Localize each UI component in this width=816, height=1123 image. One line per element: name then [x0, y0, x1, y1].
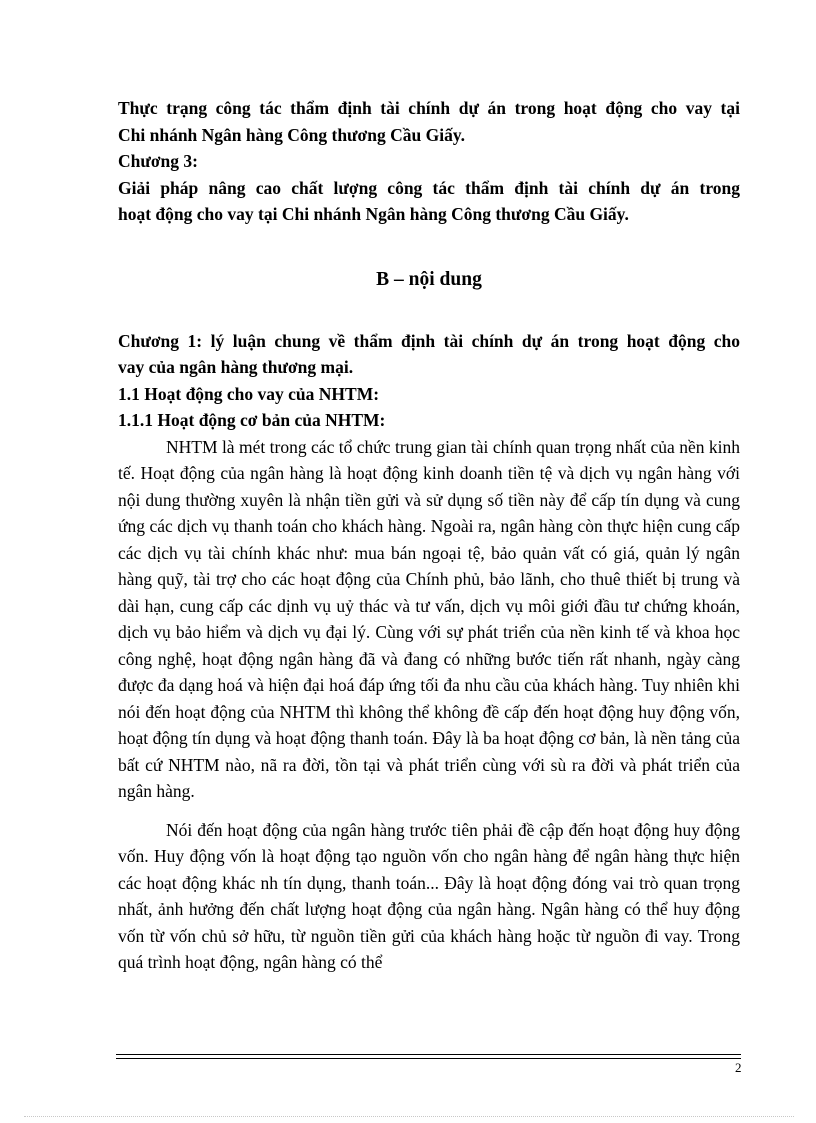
footer-rule-top [116, 1054, 741, 1055]
intro-line-2: Chi nhánh Ngân hàng Công thương Cầu Giấy. [118, 124, 465, 145]
page-content [118, 95, 740, 976]
body-paragraph-2: Nói đến hoạt động của ngân hàng trước tiên phải đề cập đến hoạt động huy động vốn. Huy động vốn là hoạt động tạo nguồn vốn cho ngân hàng để ngân hàng thực hiện các hoạt động khác nh tín dụng, thanh toán... Đây là hoạt động đóng vai trò quan trọng nhất, ảnh hưởng đến chất lượng hoạt động của ngân hàng. Ngân hàng có thể huy động vốn từ vốn chủ sở hữu, từ nguồn tiền gửi của khách hàng hoặc từ nguồn đi vay. Trong quá trình hoạt động, ngân hàng có thể [118, 819, 740, 972]
footer-rule-bottom [116, 1058, 741, 1059]
chapter-1-line-2: vay của ngân hàng thương mại. [118, 357, 354, 377]
section-heading: B – nội dung [376, 268, 482, 290]
intro-line-4: Giải pháp nâng cao chất lượng công tác thẩm định tài chính dự án trong [118, 177, 740, 198]
subheading-1-1-1: 1.1.1 Hoạt động cơ bản của NHTM: [118, 410, 386, 430]
chapter-1-line-1: Chương 1: lý luận chung về thẩm định tài chính dự án trong hoạt động cho [118, 330, 740, 351]
subheading-1-1: 1.1 Hoạt động cho vay của NHTM: [118, 383, 380, 404]
chapter-3-label: Chương 3: [118, 151, 198, 171]
intro-line-1: Thực trạng công tác thẩm định tài chính dự án trong hoạt động cho vay tại [118, 98, 740, 118]
body-paragraph-1: NHTM là mét trong các tổ chức trung gian tài chính quan trọng nhất của nền kinh tế. Hoạt động của ngân hàng là hoạt động kinh doanh tiền tệ và dịch vụ ngân hàng với nội dung thường xuyên là nhận tiền gửi và sử dụng số tiền này để cấp tín dụng và cung ứng các dịch vụ thanh toán cho khách hàng. Ngoài ra, ngân hàng còn thực hiện cung cấp các dịch vụ tài chính khác như: mua bán ngoại tệ, bảo quản vất có giá, quản lý ngân hàng quỹ, tài trợ cho các hoạt động của Chính phủ, bảo lãnh, cho thuê thiết bị trung và dài hạn, cung cấp các dịnh vụ uỷ thác và tư vấn, dịch vụ môi giới đầu tư chứng khoán, dịch vụ bảo hiểm và dịch vụ đại lý. Cùng với sự phát triển của nền kinh tế và khoa học công nghệ, hoạt động ngân hàng đã và đang có những bước tiến rất nhanh, ngày càng được đa dạng hoá và hiện đại hoá đáp ứng tối đa nhu cầu của khách hàng. Tuy nhiên khi nói đến hoạt động của NHTM thì không thể không đề cấp đến hoạt động huy động vốn, hoạt động tín dụng và hoạt động thanh toán. Đây là ba hoạt động cơ bản, là nền tảng của bất cứ NHTM nào, nã ra đời, tồn tại và phát triển cùng với sù ra đời và phát triển của ngân hàng. [118, 436, 740, 801]
page-bottom-border [24, 1116, 794, 1117]
intro-line-5: hoạt động cho vay tại Chi nhánh Ngân hàng Công thương Cầu Giấy. [118, 204, 629, 224]
page-number: 2 [735, 1060, 742, 1075]
